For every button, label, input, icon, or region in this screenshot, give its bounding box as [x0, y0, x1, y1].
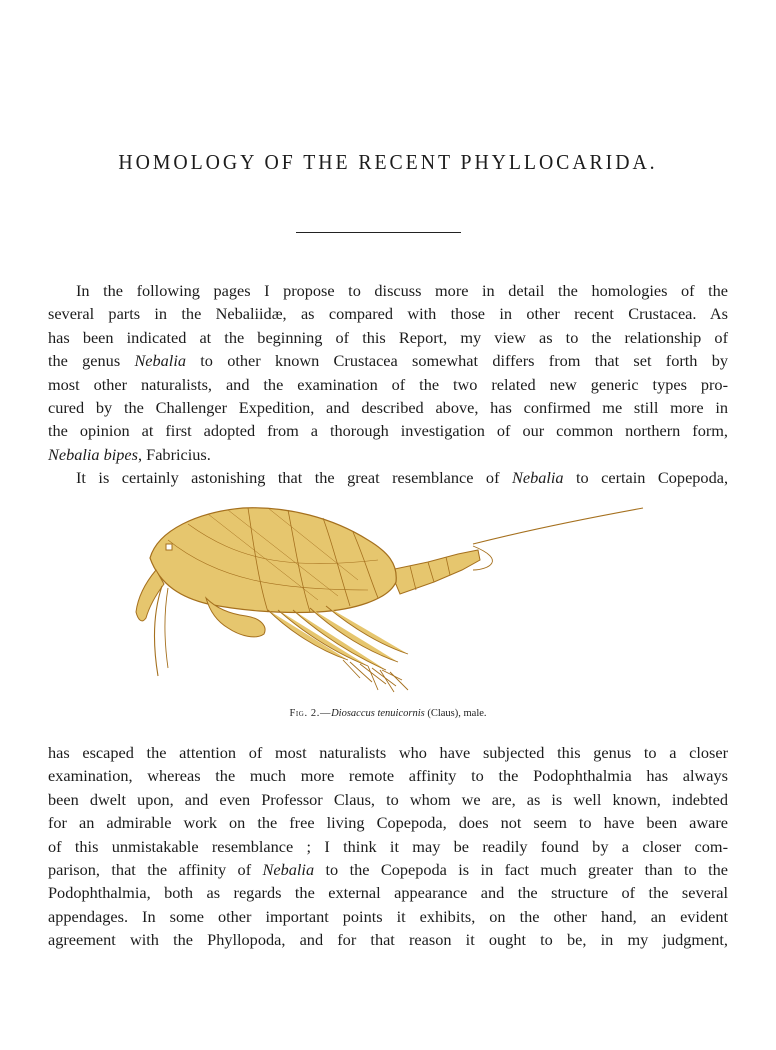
- text-line: [48, 466, 728, 489]
- text-run: appendages. In some other important points it exhibits, on the other hand, an evident: [48, 906, 728, 926]
- text-run: parison, that the affinity of: [48, 860, 263, 880]
- text-line: [48, 443, 728, 466]
- text-line: [48, 326, 728, 349]
- text-run: , Fabricius.: [138, 444, 211, 464]
- text-run: to other known Crustacea somewhat differs from that set forth by: [186, 351, 728, 371]
- text-line: [48, 788, 728, 811]
- text-run: the opinion at first adopted from a thorough investigation of our common northern form,: [48, 421, 728, 441]
- figure-caption-prefix: Fig. 2.—: [289, 708, 332, 719]
- text-run: several parts in the Nebaliidæ, as compared with those in other recent Crustacea. As: [48, 304, 728, 324]
- italic-run: Nebalia bipes: [48, 444, 138, 464]
- text-run: most other naturalists, and the examination of the two related new generic types pro-: [48, 374, 728, 394]
- copepod-body: [136, 508, 643, 692]
- text-run: agreement with the Phyllopoda, and for that reason it ought to be, in my judgment,: [48, 930, 728, 950]
- text-run: It is certainly astonishing that the great resemblance of: [76, 468, 512, 487]
- text-line: [48, 928, 728, 951]
- text-line: [48, 396, 728, 419]
- figure-caption-suffix: (Claus), male.: [424, 708, 487, 719]
- paragraph-2: [48, 466, 728, 489]
- text-run: In the following pages I propose to discuss more in detail the homologies of the: [76, 281, 728, 300]
- text-line: [48, 811, 728, 834]
- title-rule: [296, 232, 461, 233]
- text-line: [48, 881, 728, 904]
- copepod-swimming-legs: [268, 606, 408, 692]
- copepod-eye: [166, 544, 172, 550]
- text-run: has escaped the attention of most naturalists who have subjected this genus to a closer: [48, 743, 728, 762]
- paragraph-3: [48, 741, 728, 952]
- text-line: [48, 279, 728, 302]
- paragraph-1: [48, 279, 728, 466]
- copepod-antennule: [473, 508, 643, 544]
- figure-caption-species: Diosaccus tenuicornis: [331, 708, 425, 719]
- copepod-urosome: [390, 550, 480, 594]
- figure-caption: [0, 708, 776, 719]
- text-line: [48, 835, 728, 858]
- copepod-illustration: [128, 500, 648, 700]
- italic-run: Nebalia: [262, 860, 315, 880]
- text-run: examination, whereas the much more remote affinity to the Podophthalmia has always: [48, 766, 728, 786]
- text-run: cured by the Challenger Expedition, and described above, has confirmed me still more in: [48, 398, 728, 418]
- text-run: has been indicated at the beginning of this Report, my view as to the relationship of: [48, 327, 728, 347]
- text-line: [48, 419, 728, 442]
- text-run: of this unmistakable resemblance ; I think it may be readily found by a closer com-: [48, 836, 728, 856]
- text-run: to the Copepoda is in fact much greater than to the: [314, 860, 728, 880]
- text-run: to certain Copepoda,: [563, 468, 729, 487]
- text-line: [48, 858, 728, 881]
- text-run: Podophthalmia, both as regards the external appearance and the structure of the several: [48, 883, 728, 903]
- italic-run: Nebalia: [134, 351, 186, 371]
- text-line: [48, 764, 728, 787]
- text-line: [48, 302, 728, 325]
- text-run: the genus: [48, 351, 135, 371]
- text-line: [48, 741, 728, 764]
- page-title: HOMOLOGY OF THE RECENT PHYLLOCARIDA.: [118, 150, 658, 174]
- text-line: [48, 349, 728, 372]
- text-line: [48, 373, 728, 396]
- text-line: [48, 905, 728, 928]
- italic-run: Nebalia: [511, 468, 564, 487]
- text-run: for an admirable work on the free living Copepoda, does not seem to have been aware: [48, 813, 728, 833]
- text-run: been dwelt upon, and even Professor Claus, to whom we are, as is well known, indebted: [48, 789, 728, 809]
